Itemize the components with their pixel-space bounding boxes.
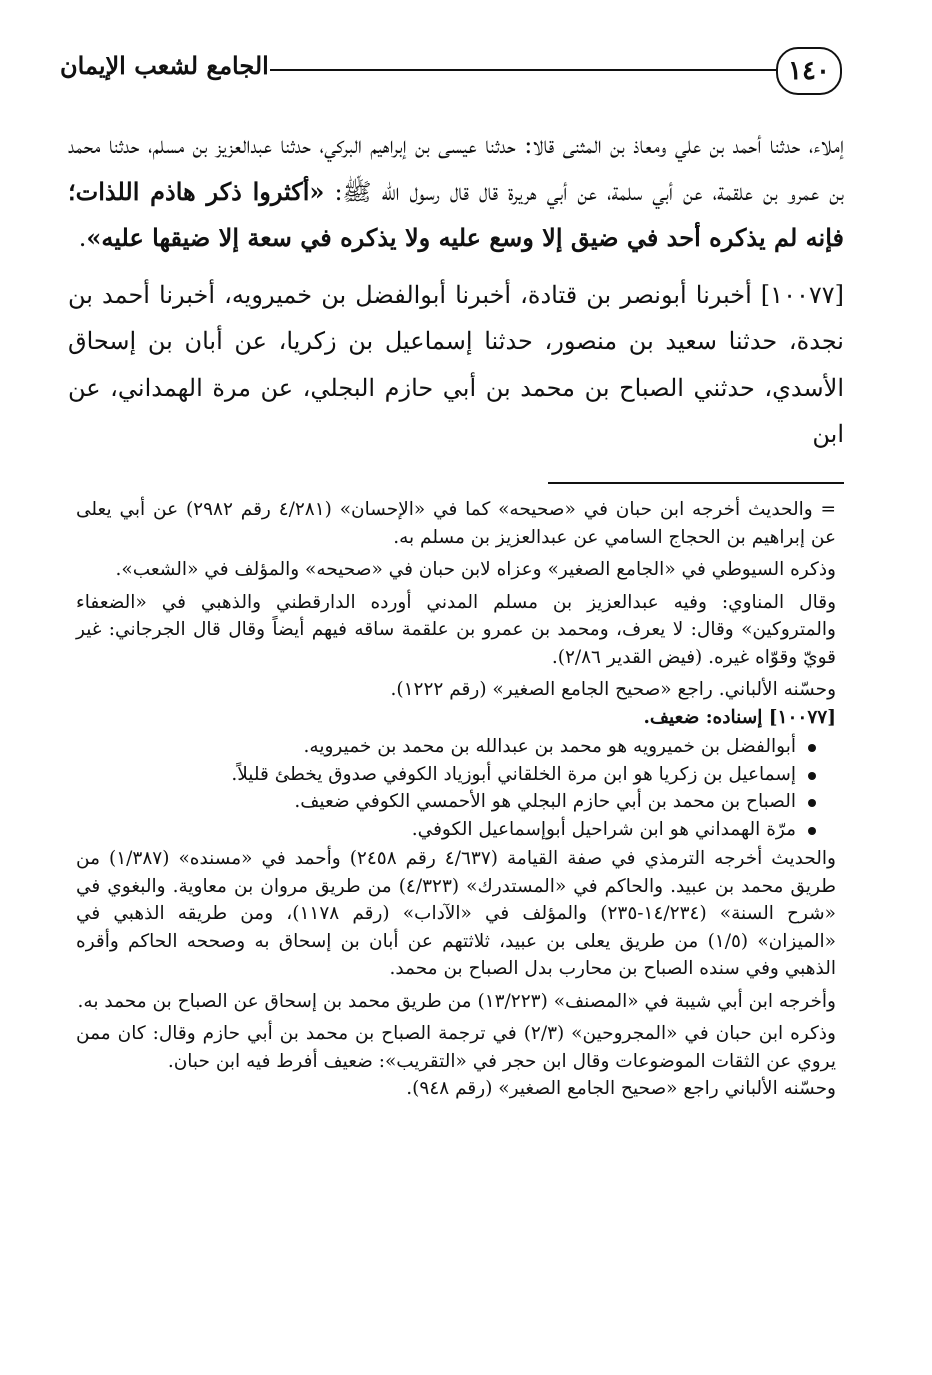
main-paragraph-1 — [68, 122, 844, 262]
hadith-quote: «أكثروا ذكر هاذم اللذات؛ فإنه لم يذكره أحد في ضيق إلا وسع عليه ولا يذكره في سعة إلا ضيقها عليه» — [68, 176, 844, 252]
list-item: أبوالفضل بن خميرويه هو محمد بن عبدالله بن محمد بن خميرويه. — [76, 733, 818, 761]
footnote-albani: وحسّنه الألباني. راجع «صحيح الجامع الصغير» (رقم ١٢٢٢). — [390, 679, 836, 700]
footnotes — [76, 496, 836, 1103]
page-number: ١٤٠ — [776, 47, 842, 95]
footnote-munawi: وقال المناوي: وفيه عبدالعزيز بن مسلم المدني أورده الدارقطني والذهبي في «الضعفاء والمتروكين» وقال: لا يعرف، ومحمد بن عمرو بن علقمة ساقه فيهم أيضاً وقال قال الجرجاني: غير قويّ وقوّاه غيره. (فيض القدير ٢/٨٦). — [76, 591, 836, 668]
running-title: الجامع لشعب الإيمان — [60, 51, 269, 80]
list-item: إسماعيل بن زكريا هو ابن مرة الخلقاني أبوزياد الكوفي صدوق يخطئ قليلاً. — [76, 761, 818, 789]
narrator-list — [76, 733, 836, 843]
footnote-takhrij: والحديث أخرجه الترمذي في صفة القيامة (٤/٦٣٧ رقم ٢٤٥٨) وأحمد في «مسنده» (١/٣٨٧) من طريق محمد بن عبيد. والحاكم في «المستدرك» (٤/٣٢٣) من طريق مروان بن معاوية. والبغوي في «شرح السنة» (١٤/٢٣٤-٢٣٥) والمؤلف في «الآداب» (رقم ١١٧٨)، ومن طريقه الذهبي في «الميزان» (١/٥) من طريق يعلى بن عبيد، ثلاثتهم عن أبان بن إسحاق به وصححه الحاكم وأقره الذهبي وفي سنده الصباح بن محارب بدل الصباح بن محمد. — [76, 848, 836, 979]
isnad-grade: ضعيف. — [643, 706, 706, 728]
footnote-divider — [548, 482, 844, 484]
paragraph-end: . — [78, 224, 87, 252]
header-rule — [270, 69, 778, 71]
list-item: الصباح بن محمد بن أبي حازم البجلي هو الأحمسي الكوفي ضعيف. — [76, 788, 818, 816]
page-header — [60, 45, 842, 101]
footnote-ibn-hibban: وذكره ابن حبان في «المجروحين» (٢/٣) في ترجمة الصباح بن محمد بن أبي حازم وقال: كان ممن يروي عن الثقات الموضوعات وقال ابن حجر في «التقريب»: ضعيف أفرط فيه ابن حبان. — [76, 1023, 836, 1072]
list-item: مرّة الهمداني هو ابن شراحيل أبوإسماعيل الكوفي. — [76, 816, 818, 844]
footnote-ibn-abi-shaybah: وأخرجه ابن أبي شيبة في «المصنف» (١٣/٢٢٣) من طريق محمد بن إسحاق عن الصباح بن محمد به. — [77, 990, 836, 1012]
hadith-chain: إملاء، حدثنا أحمد بن علي ومعاذ بن المثنى قالا: حدثنا عيسى بن إبراهيم البركي، حدثنا عبدالعزيز بن مسلم، حدثنا محمد بن عمرو بن علقمة، عن أبي سلمة، عن أبي هريرة قال قال رسول الله ﷺ: — [68, 131, 845, 206]
footnote-continuation: = والحديث أخرجه ابن حبان في «صحيحه» كما في «الإحسان» (٤/٢٨١ رقم ٢٩٨٢) عن أبي يعلى عن إبراهيم بن الحجاج السامي عن عبدالعزيز بن مسلم به. — [76, 499, 837, 548]
footnote-albani-2: وحسّنه الألباني راجع «صحيح الجامع الصغير» (رقم ٩٤٨). — [406, 1078, 836, 1099]
main-text — [68, 122, 844, 458]
main-paragraph-2: [١٠٠٧٧] أخبرنا أبونصر بن قتادة، أخبرنا أبوالفضل بن خميرويه، أخبرنا أحمد بن نجدة، حدثنا سعيد بن منصور، حدثنا إسماعيل بن زكريا، عن أبان بن إسحاق الأسدي، حدثني الصباح بن محمد بن أبي حازم البجلي، عن مرة الهمداني، عن ابن — [68, 280, 844, 448]
isnad-label: [١٠٠٧٧] إسناده: — [705, 706, 836, 728]
footnote-isnad — [76, 704, 836, 732]
footnote-suyuti: وذكره السيوطي في «الجامع الصغير» وعزاه لابن حبان في «صحيحه» والمؤلف في «الشعب». — [115, 559, 836, 580]
